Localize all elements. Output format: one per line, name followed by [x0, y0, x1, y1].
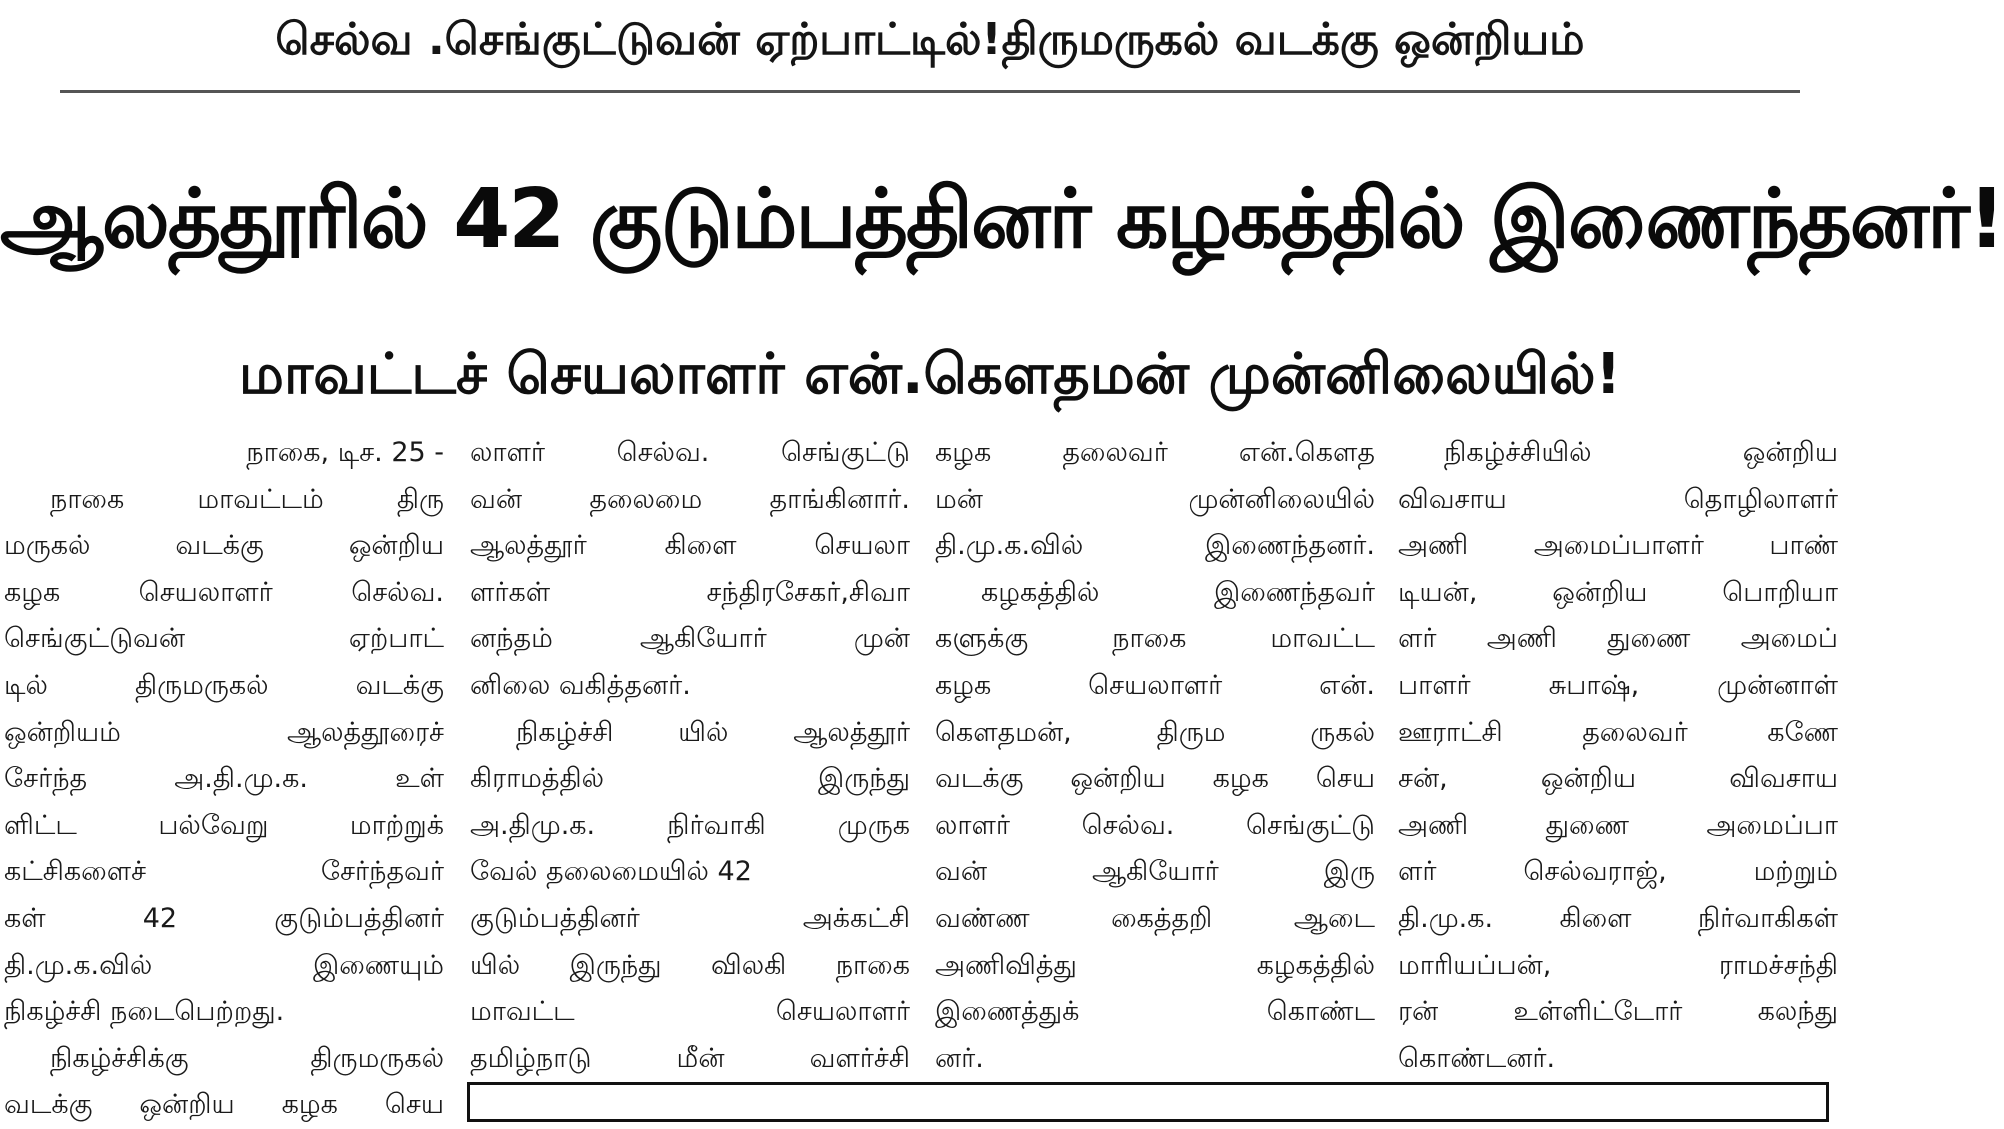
text-line: விவசாய தொழிலாளர்: [1398, 483, 1838, 515]
text-line: ளர்கள் சந்திரசேகர்,சிவா: [470, 576, 910, 608]
text-line: மாரியப்பன், ராமச்சந்தி: [1398, 949, 1838, 981]
text-line: அ.திமு.க. நிர்வாகி முருக: [470, 809, 910, 841]
text-line: னர்.: [935, 1042, 984, 1074]
text-line: கழகத்தில் இணைந்தவர்: [981, 576, 1375, 608]
text-line: நிகழ்ச்சி நடைபெற்றது.: [4, 996, 285, 1028]
column-2: [470, 430, 910, 1094]
text-line: நிகழ்ச்சிக்கு திருமருகல்: [50, 1042, 444, 1074]
article-body: [0, 430, 1838, 1121]
text-line: கட்சிகளைச் சேர்ந்தவர்: [4, 856, 444, 888]
text-line: ரன் உள்ளிட்டோர் கலந்து: [1398, 996, 1838, 1028]
article-subhead: மாவட்டச் செயலாளர் என்.கௌதமன் முன்னிலையில்!: [238, 342, 1622, 407]
text-line: இணைத்துக் கொண்ட: [935, 996, 1375, 1028]
text-line: மருகல் வடக்கு ஒன்றிய: [4, 530, 444, 562]
text-line: கழக தலைவர் என்.கௌத: [935, 437, 1375, 468]
text-line: நிகழ்ச்சியில் ஒன்றிய: [1444, 437, 1838, 468]
text-line: நிகழ்ச்சி யில் ஆலத்தூர்: [516, 716, 910, 748]
text-line: லாளர் செல்வ. செங்குட்டு: [935, 809, 1375, 841]
text-line: நாகை மாவட்டம் திரு: [50, 483, 444, 515]
text-line: வடக்கு ஒன்றிய கழக செய: [935, 763, 1375, 795]
text-line: கள் 42 குடும்பத்தினர்: [4, 902, 444, 934]
text-line: கௌதமன், திரும ருகல்: [935, 716, 1375, 748]
text-line: அணிவித்து கழகத்தில்: [935, 949, 1375, 981]
text-line: வேல் தலைமையில் 42: [470, 856, 752, 888]
text-line: ளிட்ட பல்வேறு மாற்றுக்: [4, 809, 444, 841]
text-line: களுக்கு நாகை மாவட்ட: [935, 623, 1375, 655]
text-line: ஊராட்சி தலைவர் கணே: [1398, 716, 1838, 748]
text-line: வடக்கு ஒன்றிய கழக செய: [4, 1089, 444, 1121]
text-line: செங்குட்டுவன் ஏற்பாட்: [4, 623, 444, 655]
column-4: [1398, 430, 1838, 1094]
kicker-rule: [60, 90, 1800, 93]
text-line: பாளர் சுபாஷ், முன்னாள்: [1398, 669, 1838, 701]
text-line: அணி அமைப்பாளர் பாண்: [1398, 530, 1838, 562]
text-line: சேர்ந்த அ.தி.மு.க. உள்: [4, 763, 444, 795]
text-line: டில் திருமருகல் வடக்கு: [4, 669, 444, 701]
text-line: கழக செயலாளர் செல்வ.: [4, 576, 444, 608]
text-line: டியன், ஒன்றிய பொறியா: [1398, 576, 1838, 608]
text-line: யில் இருந்து விலகி நாகை: [470, 949, 910, 981]
text-line: மன் முன்னிலையில்: [935, 483, 1375, 515]
column-3: [935, 430, 1375, 1094]
photo-box-frame: [467, 1082, 1829, 1122]
text-line: நாகை, டிச. 25 -: [246, 437, 444, 468]
text-line: தி.மு.க.வில் இணையும்: [4, 949, 444, 981]
text-line: வண்ண கைத்தறி ஆடை: [935, 902, 1375, 934]
text-line: கிராமத்தில் இருந்து: [470, 763, 910, 795]
column-1: [4, 430, 444, 1121]
text-line: அணி துணை அமைப்பா: [1398, 809, 1838, 841]
text-line: ளர் செல்வராஜ், மற்றும்: [1398, 856, 1838, 888]
text-line: தி.மு.க.வில் இணைந்தனர்.: [935, 530, 1375, 562]
text-line: தி.மு.க. கிளை நிர்வாகிகள்: [1398, 902, 1838, 934]
text-line: லாளர் செல்வ. செங்குட்டு: [470, 437, 910, 468]
text-line: னிலை வகித்தனர்.: [470, 669, 691, 701]
text-line: கொண்டனர்.: [1398, 1042, 1556, 1074]
article-kicker: செல்வ .செங்குட்டுவன் ஏற்பாட்டில்!திருமருகல் வடக்கு ஒன்றியம்: [275, 14, 1585, 65]
article-headline: ஆலத்தூரில் 42 குடும்பத்தினர் கழகத்தில் இணைந்தனர்!: [0, 172, 2004, 267]
text-line: வன் தலைமை தாங்கினார்.: [470, 483, 910, 515]
text-line: மாவட்ட செயலாளர்: [470, 996, 910, 1028]
text-line: வன் ஆகியோர் இரு: [935, 856, 1375, 888]
text-line: குடும்பத்தினர் அக்கட்சி: [470, 902, 910, 934]
text-line: ளர் அணி துணை அமைப்: [1398, 623, 1838, 655]
text-line: னந்தம் ஆகியோர் முன்: [470, 623, 910, 655]
text-line: சன், ஒன்றிய விவசாய: [1398, 763, 1838, 795]
text-line: ஆலத்தூர் கிளை செயலா: [470, 530, 910, 562]
text-line: தமிழ்நாடு மீன் வளர்ச்சி: [470, 1042, 910, 1074]
text-line: ஒன்றியம் ஆலத்தூரைச்: [4, 716, 444, 748]
text-line: கழக செயலாளர் என்.: [935, 669, 1375, 701]
